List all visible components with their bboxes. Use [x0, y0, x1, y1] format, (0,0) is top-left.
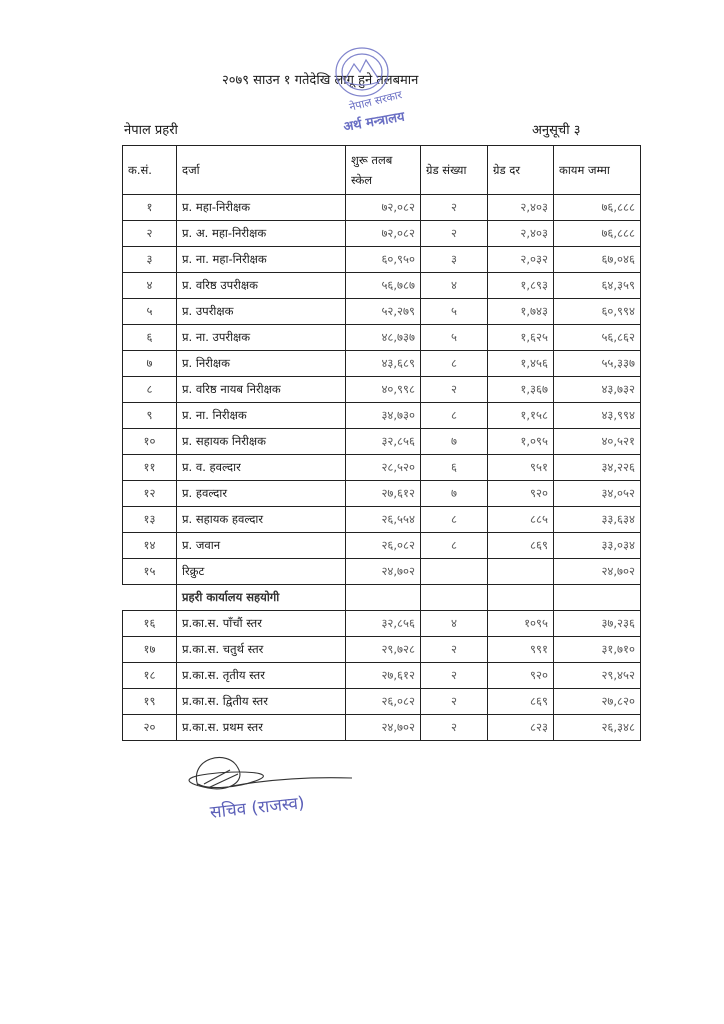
rank-cell: प्र.का.स. तृतीय स्तर — [177, 663, 346, 689]
start-salary-cell: ५६,७८७ — [346, 273, 421, 299]
grade-count-cell: ८ — [421, 351, 488, 377]
table-row — [123, 455, 641, 481]
start-salary-cell: २६,०८२ — [346, 533, 421, 559]
table-row — [123, 377, 641, 403]
rank-cell: प्र.का.स. चतुर्थ स्तर — [177, 637, 346, 663]
grade-rate-cell: ८६९ — [488, 533, 554, 559]
main-rows — [123, 195, 641, 585]
total-cell: ६७,०४६ — [554, 247, 641, 273]
table-row — [123, 663, 641, 689]
rank-cell: प्र. व. हवल्दार — [177, 455, 346, 481]
start-salary-cell: ३२,८५६ — [346, 611, 421, 637]
table-row — [123, 403, 641, 429]
serial-cell: १ — [123, 195, 177, 221]
total-cell: ७६,८८८ — [554, 195, 641, 221]
grade-rate-cell: २,०३२ — [488, 247, 554, 273]
start-salary-cell: २४,७०२ — [346, 715, 421, 741]
total-cell: २४,७०२ — [554, 559, 641, 585]
total-cell: २६,३४८ — [554, 715, 641, 741]
start-salary-cell: ५२,२७९ — [346, 299, 421, 325]
grade-rate-cell: ९५१ — [488, 455, 554, 481]
start-salary-cell: ७२,०८२ — [346, 221, 421, 247]
table-row — [123, 689, 641, 715]
table-row — [123, 221, 641, 247]
serial-cell: ९ — [123, 403, 177, 429]
grade-rate-cell: ९२० — [488, 663, 554, 689]
rank-cell: प्र. सहायक हवल्दार — [177, 507, 346, 533]
grade-count-cell — [421, 559, 488, 585]
grade-count-cell: २ — [421, 715, 488, 741]
column-header-serial: क.सं. — [123, 146, 177, 195]
rank-cell: प्र. ना. निरीक्षक — [177, 403, 346, 429]
serial-cell: १४ — [123, 533, 177, 559]
column-header-rank: दर्जा — [177, 146, 346, 195]
table-row — [123, 195, 641, 221]
grade-rate-cell: ८६९ — [488, 689, 554, 715]
section-empty-cell — [554, 585, 641, 611]
table-row — [123, 481, 641, 507]
start-salary-cell: २४,७०२ — [346, 559, 421, 585]
section-empty-cell — [488, 585, 554, 611]
grade-rate-cell — [488, 559, 554, 585]
column-header-grade-rate: ग्रेड दर — [488, 146, 554, 195]
serial-cell: ५ — [123, 299, 177, 325]
rank-cell: प्र. वरिष्ठ उपरीक्षक — [177, 273, 346, 299]
table-row — [123, 273, 641, 299]
table-row — [123, 351, 641, 377]
serial-cell: ४ — [123, 273, 177, 299]
total-cell: ४३,७३२ — [554, 377, 641, 403]
grade-count-cell: ८ — [421, 507, 488, 533]
total-cell: ३३,६३४ — [554, 507, 641, 533]
table-row — [123, 611, 641, 637]
signatory-designation: सचिव (राजस्व) — [209, 793, 306, 823]
grade-count-cell: ७ — [421, 481, 488, 507]
rank-cell: प्र. सहायक निरीक्षक — [177, 429, 346, 455]
total-cell: ४०,५२१ — [554, 429, 641, 455]
rank-cell: प्र. अ. महा-निरीक्षक — [177, 221, 346, 247]
rank-cell: प्र.का.स. पाँचौं स्तर — [177, 611, 346, 637]
start-salary-cell: ३२,८५६ — [346, 429, 421, 455]
grade-rate-cell: १,६२५ — [488, 325, 554, 351]
rank-cell: प्र. निरीक्षक — [177, 351, 346, 377]
grade-rate-cell: ८२३ — [488, 715, 554, 741]
column-header-grade-count: ग्रेड संख्या — [421, 146, 488, 195]
table-row — [123, 637, 641, 663]
serial-cell: १३ — [123, 507, 177, 533]
grade-count-cell: ८ — [421, 533, 488, 559]
start-salary-cell: २८,५२० — [346, 455, 421, 481]
table-row — [123, 559, 641, 585]
table-row — [123, 299, 641, 325]
total-cell: ३७,२३६ — [554, 611, 641, 637]
total-cell: २७,८२० — [554, 689, 641, 715]
start-salary-cell: ३४,७३० — [346, 403, 421, 429]
total-cell: ७६,८८८ — [554, 221, 641, 247]
grade-count-cell: ४ — [421, 611, 488, 637]
section-blank-cell — [123, 585, 177, 611]
section-label: प्रहरी कार्यालय सहयोगी — [177, 585, 346, 611]
rank-cell: प्र.का.स. प्रथम स्तर — [177, 715, 346, 741]
total-cell: ३१,७१० — [554, 637, 641, 663]
grade-count-cell: ६ — [421, 455, 488, 481]
total-cell: ३४,२२६ — [554, 455, 641, 481]
start-salary-cell: २६,५५४ — [346, 507, 421, 533]
rank-cell: प्र. उपरीक्षक — [177, 299, 346, 325]
start-salary-cell: २९,७२८ — [346, 637, 421, 663]
grade-count-cell: ८ — [421, 403, 488, 429]
serial-cell: १७ — [123, 637, 177, 663]
total-cell: ६४,३५९ — [554, 273, 641, 299]
total-cell: ४३,९९४ — [554, 403, 641, 429]
start-salary-cell: २७,६१२ — [346, 663, 421, 689]
grade-count-cell: ४ — [421, 273, 488, 299]
salary-table — [122, 145, 641, 741]
rank-cell: प्र.का.स. द्वितीय स्तर — [177, 689, 346, 715]
grade-rate-cell: ९२० — [488, 481, 554, 507]
rank-cell: प्र. ना. उपरीक्षक — [177, 325, 346, 351]
serial-cell: ३ — [123, 247, 177, 273]
column-header-start-salary: शुरू तलब स्केल — [346, 146, 421, 195]
section-empty-cell — [346, 585, 421, 611]
serial-cell: २० — [123, 715, 177, 741]
total-cell: ५५,३३७ — [554, 351, 641, 377]
grade-count-cell: ७ — [421, 429, 488, 455]
grade-count-cell: २ — [421, 195, 488, 221]
serial-cell: १६ — [123, 611, 177, 637]
serial-cell: ६ — [123, 325, 177, 351]
document-title: २०७९ साउन १ गतेदेखि लागू हुने तलबमान — [222, 73, 419, 88]
rank-cell: प्र. जवान — [177, 533, 346, 559]
grade-rate-cell: ९९१ — [488, 637, 554, 663]
start-salary-cell: ४८,७३७ — [346, 325, 421, 351]
table-header-row — [123, 146, 641, 195]
grade-count-cell: २ — [421, 637, 488, 663]
grade-rate-cell: ८८५ — [488, 507, 554, 533]
grade-rate-cell: १,४५६ — [488, 351, 554, 377]
grade-rate-cell: २,४०३ — [488, 221, 554, 247]
start-salary-cell: ६०,९५० — [346, 247, 421, 273]
grade-rate-cell: १,३६७ — [488, 377, 554, 403]
grade-rate-cell: १,७४३ — [488, 299, 554, 325]
table-row — [123, 715, 641, 741]
section-empty-cell — [421, 585, 488, 611]
grade-count-cell: २ — [421, 377, 488, 403]
grade-rate-cell: २,४०३ — [488, 195, 554, 221]
grade-rate-cell: १,८९३ — [488, 273, 554, 299]
start-salary-cell: ४०,९९८ — [346, 377, 421, 403]
grade-rate-cell: १०९५ — [488, 611, 554, 637]
serial-cell: १९ — [123, 689, 177, 715]
grade-count-cell: ५ — [421, 325, 488, 351]
table-row — [123, 247, 641, 273]
grade-rate-cell: १,०९५ — [488, 429, 554, 455]
grade-count-cell: ३ — [421, 247, 488, 273]
grade-count-cell: ५ — [421, 299, 488, 325]
organization-label: नेपाल प्रहरी — [124, 123, 178, 138]
finance-ministry-stamp — [322, 42, 432, 137]
column-header-total: कायम जम्मा — [554, 146, 641, 195]
serial-cell: १८ — [123, 663, 177, 689]
grade-count-cell: २ — [421, 689, 488, 715]
serial-cell: ७ — [123, 351, 177, 377]
start-salary-cell: २७,६१२ — [346, 481, 421, 507]
schedule-label: अनुसूची ३ — [532, 123, 581, 138]
serial-cell: २ — [123, 221, 177, 247]
rank-cell: प्र. महा-निरीक्षक — [177, 195, 346, 221]
start-salary-cell: ४३,६८९ — [346, 351, 421, 377]
svg-text:अर्थ मन्त्रालय: अर्थ मन्त्रालय — [342, 109, 406, 136]
rank-cell: प्र. वरिष्ठ नायब निरीक्षक — [177, 377, 346, 403]
table-row — [123, 507, 641, 533]
start-salary-cell: ७२,०८२ — [346, 195, 421, 221]
serial-cell: १२ — [123, 481, 177, 507]
start-salary-cell: २६,०८२ — [346, 689, 421, 715]
rank-cell: रिक्रुट — [177, 559, 346, 585]
rank-cell: प्र. ना. महा-निरीक्षक — [177, 247, 346, 273]
total-cell: ५६,८६२ — [554, 325, 641, 351]
grade-count-cell: २ — [421, 663, 488, 689]
grade-rate-cell: १,१५८ — [488, 403, 554, 429]
total-cell: ३३,०३४ — [554, 533, 641, 559]
section-header-row — [123, 585, 641, 611]
serial-cell: ८ — [123, 377, 177, 403]
serial-cell: १५ — [123, 559, 177, 585]
serial-cell: ११ — [123, 455, 177, 481]
table-row — [123, 533, 641, 559]
section-rows — [123, 611, 641, 741]
total-cell: ६०,९९४ — [554, 299, 641, 325]
total-cell: २९,४५२ — [554, 663, 641, 689]
svg-text:नेपाल सरकार: नेपाल सरकार — [347, 88, 404, 114]
serial-cell: १० — [123, 429, 177, 455]
total-cell: ३४,०५२ — [554, 481, 641, 507]
grade-count-cell: २ — [421, 221, 488, 247]
rank-cell: प्र. हवल्दार — [177, 481, 346, 507]
table-row — [123, 325, 641, 351]
table-row — [123, 429, 641, 455]
